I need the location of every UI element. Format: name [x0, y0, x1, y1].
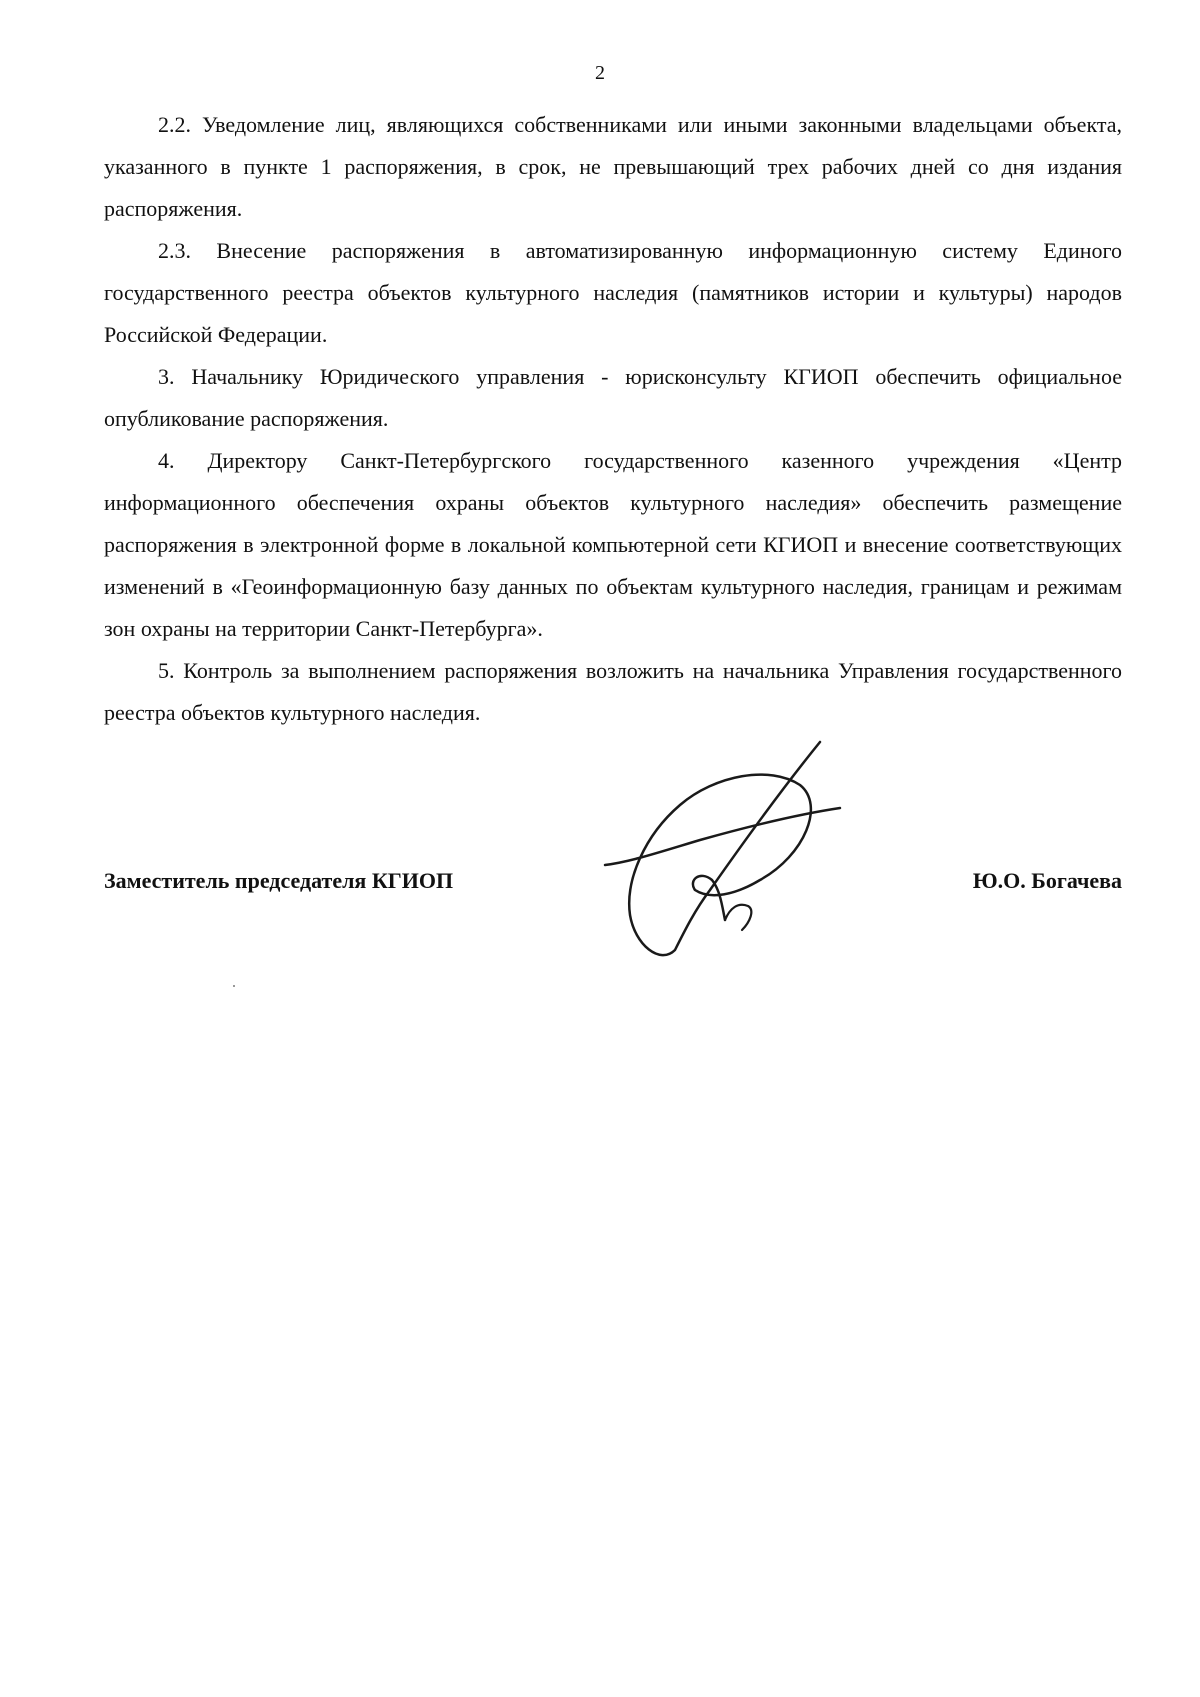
paragraph-2-3: 2.3. Внесение распоряжения в автоматизированную информационную систему Единого государственного реестра объектов культурного наследия (памятников истории и культуры) народов Российской Федерации.: [104, 238, 1122, 347]
signature-stroke-tail: [725, 905, 751, 930]
signer-name: Ю.О. Богачева: [972, 868, 1122, 893]
paragraph-5: 5. Контроль за выполнением распоряжения возложить на начальника Управления государственного реестра объектов культурного наследия.: [104, 658, 1122, 725]
scan-artifact-dot: [233, 985, 235, 987]
signature-stroke-main: [629, 742, 820, 955]
page-number: 2: [595, 62, 605, 84]
handwritten-signature: [600, 730, 890, 960]
paragraph-4: 4. Директору Санкт-Петербургского государственного казенного учреждения «Центр информационного обеспечения охраны объектов культурного наследия» обеспечить размещение распоряжения в электронной форме в локальной компьютерной сети КГИОП и внесение соответствующих изменений в «Геоинформационную базу данных по объектам культурного наследия, границам и режимам зон охраны на территории Санкт-Петербурга».: [104, 448, 1122, 641]
signer-title: Заместитель председателя КГИОП: [104, 868, 454, 893]
document-body: [104, 104, 1122, 734]
paragraph-2-2: 2.2. Уведомление лиц, являющихся собственниками или иными законными владельцами объекта, указанного в пункте 1 распоряжения, в срок, не превышающий трех рабочих дней со дня издания распоряжения.: [104, 112, 1122, 221]
paragraph-3: 3. Начальнику Юридического управления - юрисконсульту КГИОП обеспечить официальное опубликование распоряжения.: [104, 364, 1122, 431]
signature-block: [104, 868, 1122, 908]
